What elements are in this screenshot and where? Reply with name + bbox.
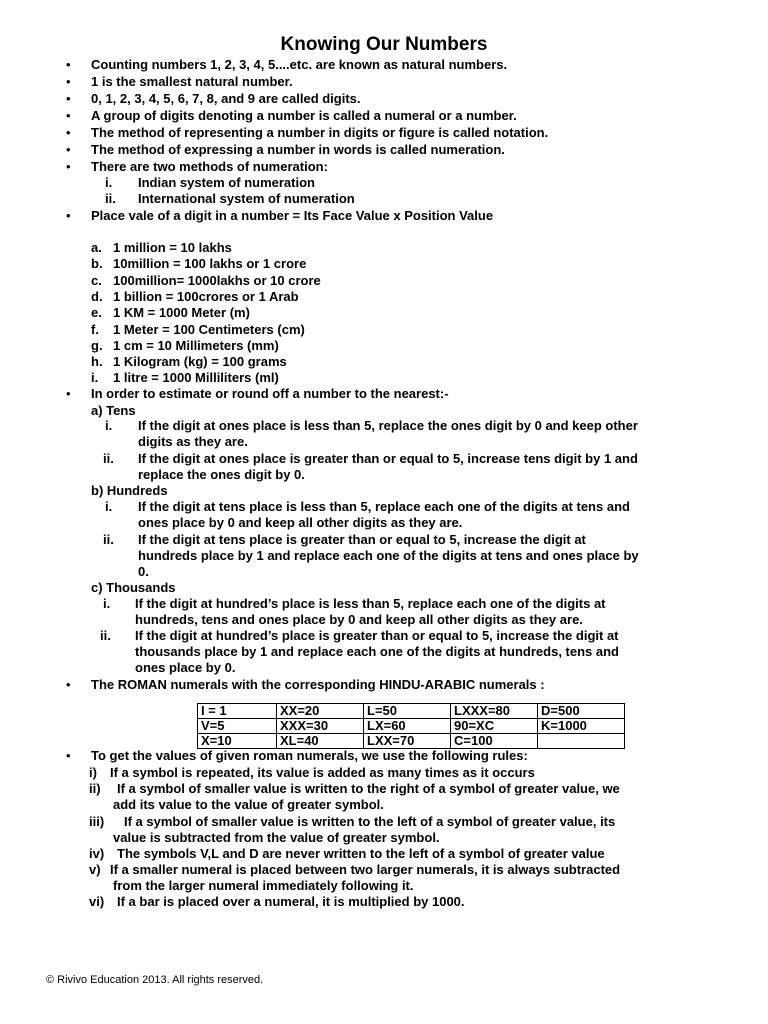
- bullet-icon: •: [66, 125, 71, 140]
- roman-rule-line: If a symbol of smaller value is written to the right of a symbol of greater value, we: [117, 781, 620, 796]
- rounding-section-label: b) Hundreds: [91, 483, 168, 498]
- list-marker: i.: [91, 370, 99, 385]
- rounding-section-label: c) Thousands: [91, 580, 176, 595]
- table-cell: X=10: [198, 734, 277, 749]
- roman-rule-line: add its value to the value of greater symbol.: [113, 797, 384, 813]
- bullet-icon: •: [66, 208, 71, 223]
- list-marker: b.: [91, 256, 103, 271]
- list-marker: i.: [105, 418, 113, 433]
- roman-rule-line: If a bar is placed over a numeral, it is multiplied by 1000.: [117, 894, 465, 909]
- table-cell: LXXX=80: [451, 704, 538, 719]
- table-cell: 90=XC: [451, 719, 538, 734]
- list-marker: h.: [91, 354, 103, 369]
- conversion-item: 1 litre = 1000 Milliliters (ml): [113, 370, 279, 385]
- bullet-item: The method of expressing a number in words is called numeration.: [91, 142, 505, 157]
- bullet-icon: •: [66, 748, 71, 763]
- list-marker: i.: [105, 499, 113, 514]
- conversion-item: 1 cm = 10 Millimeters (mm): [113, 338, 279, 353]
- conversion-item: 1 Kilogram (kg) = 100 grams: [113, 354, 287, 369]
- roman-rule-line: If a smaller numeral is placed between two larger numerals, it is always subtracted: [110, 862, 621, 877]
- conversion-item: 10million = 100 lakhs or 1 crore: [113, 256, 307, 271]
- roman-intro: The ROMAN numerals with the corresponding HINDU-ARABIC numerals :: [91, 677, 545, 692]
- page-title: Knowing Our Numbers: [280, 34, 488, 55]
- table-cell: K=1000: [538, 719, 625, 734]
- conversion-item: 1 Meter = 100 Centimeters (cm): [113, 322, 305, 337]
- list-marker: c.: [91, 273, 102, 288]
- roman-rule-line: The symbols V,L and D are never written to the left of a symbol of greater value: [117, 846, 605, 861]
- rounding-rule-line: If the digit at tens place is less than 5, replace each one of the digits at tens and: [138, 499, 630, 514]
- table-cell: [538, 734, 625, 749]
- bullet-icon: •: [66, 142, 71, 157]
- list-item: Indian system of numeration: [138, 175, 315, 190]
- copyright-footer: © Rivivo Education 2013. All rights reserved.: [46, 974, 264, 986]
- rounding-rule-line: thousands place by 1 and replace each one of the digits at hundreds, tens and: [135, 644, 619, 660]
- table-cell: L=50: [364, 704, 451, 719]
- rounding-rule-line: hundreds place by 1 and replace each one of the digits at tens and ones place by: [138, 548, 639, 564]
- rounding-rule-line: If the digit at ones place is greater than or equal to 5, increase tens digit by 1 and: [138, 451, 638, 466]
- bullet-item: 1 is the smallest natural number.: [91, 74, 293, 89]
- list-marker: iv): [89, 846, 105, 861]
- roman-rule-line: If a symbol is repeated, its value is added as many times as it occurs: [110, 765, 535, 780]
- table-cell: C=100: [451, 734, 538, 749]
- list-marker: ii.: [100, 628, 111, 643]
- list-marker: i): [89, 765, 97, 780]
- conversion-item: 1 KM = 1000 Meter (m): [113, 305, 250, 320]
- bullet-item: 0, 1, 2, 3, 4, 5, 6, 7, 8, and 9 are called digits.: [91, 91, 361, 106]
- rounding-rule-line: ones place by 0.: [135, 660, 236, 676]
- bullet-icon: •: [66, 74, 71, 89]
- roman-numerals-table: [197, 703, 625, 749]
- bullet-icon: •: [66, 386, 71, 401]
- list-marker: e.: [91, 305, 102, 320]
- list-marker: ii): [89, 781, 101, 796]
- bullet-icon: •: [66, 677, 71, 692]
- list-marker: f.: [91, 322, 99, 337]
- rules-intro: To get the values of given roman numerals, we use the following rules:: [91, 748, 528, 763]
- list-marker: ii.: [103, 532, 114, 547]
- rounding-rule-line: If the digit at ones place is less than 5, replace the ones digit by 0 and keep other: [138, 418, 638, 433]
- list-marker: g.: [91, 338, 103, 353]
- list-marker: ii.: [103, 451, 114, 466]
- roman-rule-line: from the larger numeral immediately following it.: [113, 878, 414, 894]
- rounding-rule-line: hundreds, tens and ones place by 0 and keep all other digits as they are.: [135, 612, 583, 628]
- table-cell: XX=20: [277, 704, 364, 719]
- bullet-item: Counting numbers 1, 2, 3, 4, 5....etc. are known as natural numbers.: [91, 57, 508, 72]
- bullet-icon: •: [66, 159, 71, 174]
- list-item: International system of numeration: [138, 191, 355, 206]
- rounding-rule-line: If the digit at hundred’s place is greater than or equal to 5, increase the digit at: [135, 628, 619, 643]
- list-marker: vi): [89, 894, 105, 909]
- bullet-icon: •: [66, 108, 71, 123]
- table-cell: XXX=30: [277, 719, 364, 734]
- rounding-rule-line: If the digit at tens place is greater than or equal to 5, increase the digit at: [138, 532, 586, 547]
- table-cell: LXX=70: [364, 734, 451, 749]
- table-cell: D=500: [538, 704, 625, 719]
- list-marker: v): [89, 862, 101, 877]
- rounding-rule-line: If the digit at hundred’s place is less than 5, replace each one of the digits at: [135, 596, 606, 611]
- conversion-item: 1 billion = 100crores or 1 Arab: [113, 289, 299, 304]
- bullet-item: The method of representing a number in digits or figure is called notation.: [91, 125, 549, 140]
- rounding-section-label: a) Tens: [91, 403, 136, 418]
- bullet-icon: •: [66, 57, 71, 72]
- rounding-intro: In order to estimate or round off a number to the nearest:-: [91, 386, 449, 401]
- list-marker: ii.: [105, 191, 116, 206]
- roman-rule-line: value is subtracted from the value of greater symbol.: [113, 830, 440, 846]
- rounding-rule-line: 0.: [138, 564, 149, 580]
- conversion-item: 1 million = 10 lakhs: [113, 240, 232, 255]
- table-row: [198, 719, 625, 734]
- table-cell: LX=60: [364, 719, 451, 734]
- list-marker: a.: [91, 240, 102, 255]
- rounding-rule-line: ones place by 0 and keep all other digits as they are.: [138, 515, 463, 531]
- list-marker: d.: [91, 289, 103, 304]
- table-row: [198, 704, 625, 719]
- table-cell: I = 1: [198, 704, 277, 719]
- conversion-item: 100million= 1000lakhs or 10 crore: [113, 273, 321, 288]
- bullet-item: A group of digits denoting a number is called a numeral or a number.: [91, 108, 517, 123]
- rounding-rule-line: digits as they are.: [138, 434, 248, 450]
- list-marker: i.: [103, 596, 111, 611]
- table-cell: V=5: [198, 719, 277, 734]
- table-row: [198, 734, 625, 749]
- rounding-rule-line: replace the ones digit by 0.: [138, 467, 305, 483]
- bullet-icon: •: [66, 91, 71, 106]
- list-marker: iii): [89, 814, 105, 829]
- place-value-formula: Place vale of a digit in a number = Its Face Value x Position Value: [91, 208, 494, 223]
- roman-rule-line: If a symbol of smaller value is written to the left of a symbol of greater value, its: [124, 814, 616, 829]
- bullet-item: There are two methods of numeration:: [91, 159, 328, 174]
- table-cell: XL=40: [277, 734, 364, 749]
- list-marker: i.: [105, 175, 113, 190]
